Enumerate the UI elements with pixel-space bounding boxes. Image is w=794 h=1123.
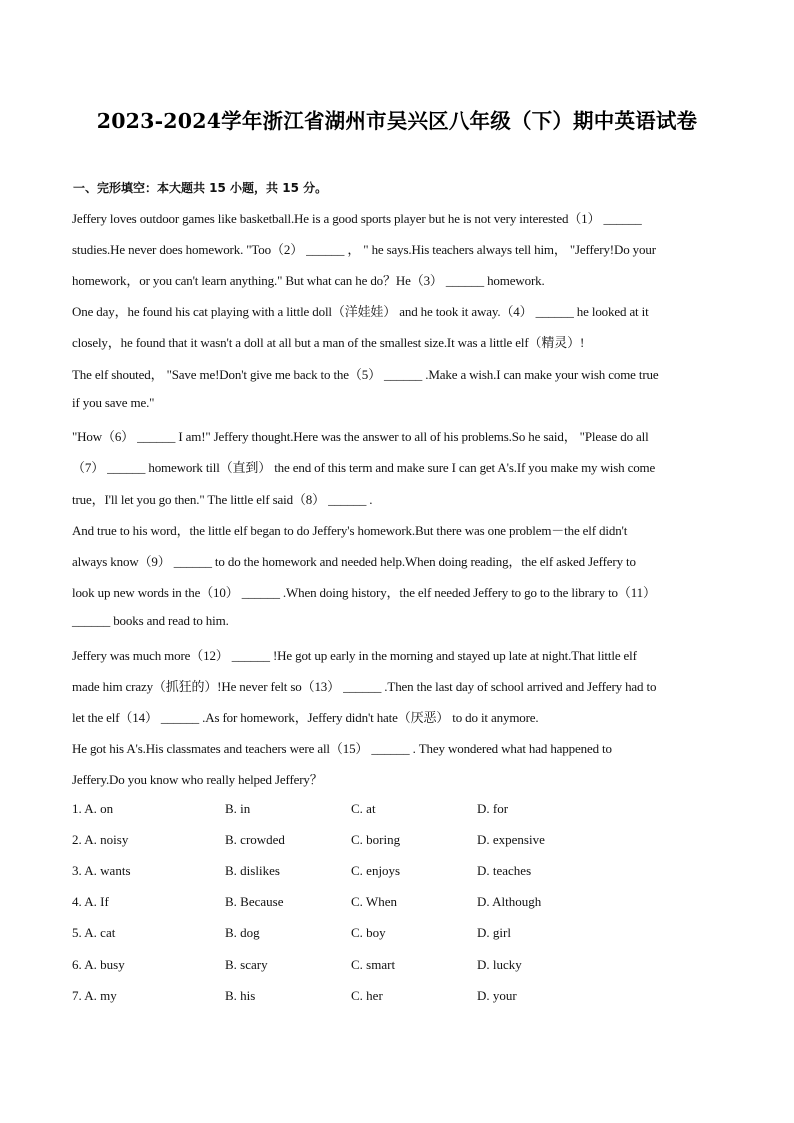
passage-line: And true to his word，the little elf began to do Jeffery's homework.But there was one problem－the elf didn't [72, 523, 628, 538]
option-c: C. boring [351, 832, 401, 847]
passage-line: （7） ______ homework till（直到） the end of this term and make sure I can get A's.If you make my wish come [72, 460, 656, 475]
option-a: 6. A. busy [72, 957, 125, 972]
option-b: B. his [225, 988, 256, 1003]
passage-line: if you save me." [72, 395, 155, 410]
option-c: C. When [351, 894, 397, 909]
option-b: B. Because [225, 894, 284, 909]
option-b: B. dislikes [225, 863, 280, 878]
option-a: 3. A. wants [72, 863, 131, 878]
passage-line: look up new words in the（10） ______ .When doing history，the elf needed Jeffery to go to the library to（11） [72, 585, 656, 600]
option-d: D. lucky [477, 957, 522, 972]
passage-line: studies.He never does homework. "Too（2） ______ ， " he says.His teachers always tell him， "Jeffery!Do your [72, 242, 656, 257]
passage-line: true，I'll let you go then." The little elf said（8） ______ . [72, 492, 373, 507]
passage-line: let the elf（14） ______ .As for homework，Jeffery didn't hate（厌恶） to do it anymore. [72, 710, 539, 725]
option-b: B. in [225, 801, 251, 816]
passage-line: closely，he found that it wasn't a doll at all but a man of the smallest size.It was a little elf（精灵）! [72, 335, 585, 350]
option-c: C. smart [351, 957, 396, 972]
option-c: C. at [351, 801, 376, 816]
option-a: 1. A. on [72, 801, 114, 816]
option-a: 4. A. If [72, 894, 109, 909]
passage-line: "How（6） ______ I am!" Jeffery thought.Here was the answer to all of his problems.So he said， "Please do all [72, 429, 649, 444]
option-c: C. her [351, 988, 383, 1003]
passage-line: Jeffery.Do you know who really helped Jeffery？ [72, 772, 323, 787]
option-b: B. crowded [225, 832, 285, 847]
option-c: C. enjoys [351, 863, 401, 878]
passage-line: homework，or you can't learn anything." But what can he do？He（3） ______ homework. [72, 273, 545, 288]
option-a: 7. A. my [72, 988, 117, 1003]
passage-line: The elf shouted， "Save me!Don't give me back to the（5） ______ .Make a wish.I can make your wish come true [72, 367, 659, 382]
option-d: D. Although [477, 894, 542, 909]
passage-line: Jeffery was much more（12） ______ !He got up early in the morning and stayed up late at night.That little elf [72, 648, 637, 663]
option-b: B. scary [225, 957, 268, 972]
passage-line: He got his A's.His classmates and teachers were all（15） ______ . They wondered what had happened to [72, 741, 612, 756]
option-d: D. expensive [477, 832, 545, 847]
option-c: C. boy [351, 925, 386, 940]
option-d: D. your [477, 988, 517, 1003]
passage-line: Jeffery loves outdoor games like basketball.He is a good sports player but he is not very interested（1） ______ [72, 211, 642, 226]
section-heading: 一、完形填空：本大题共 15 小题，共 15 分。 [73, 181, 328, 195]
passage-line: ______ books and read to him. [72, 613, 229, 628]
passage-line: always know（9） ______ to do the homework and needed help.When doing reading，the elf asked Jeffery to [72, 554, 636, 569]
option-a: 5. A. cat [72, 925, 116, 940]
option-d: D. teaches [477, 863, 532, 878]
option-b: B. dog [225, 925, 260, 940]
passage-line: made him crazy（抓狂的）!He never felt so（13） ______ .Then the last day of school arrived and Jeffery had to [72, 679, 657, 694]
option-d: D. for [477, 801, 509, 816]
option-d: D. girl [477, 925, 511, 940]
passage-line: One day，he found his cat playing with a little doll（洋娃娃） and he took it away.（4） ______ he looked at it [72, 304, 649, 319]
page-title: 2023-2024学年浙江省湖州市吴兴区八年级（下）期中英语试卷 [96, 109, 698, 133]
option-a: 2. A. noisy [72, 832, 129, 847]
